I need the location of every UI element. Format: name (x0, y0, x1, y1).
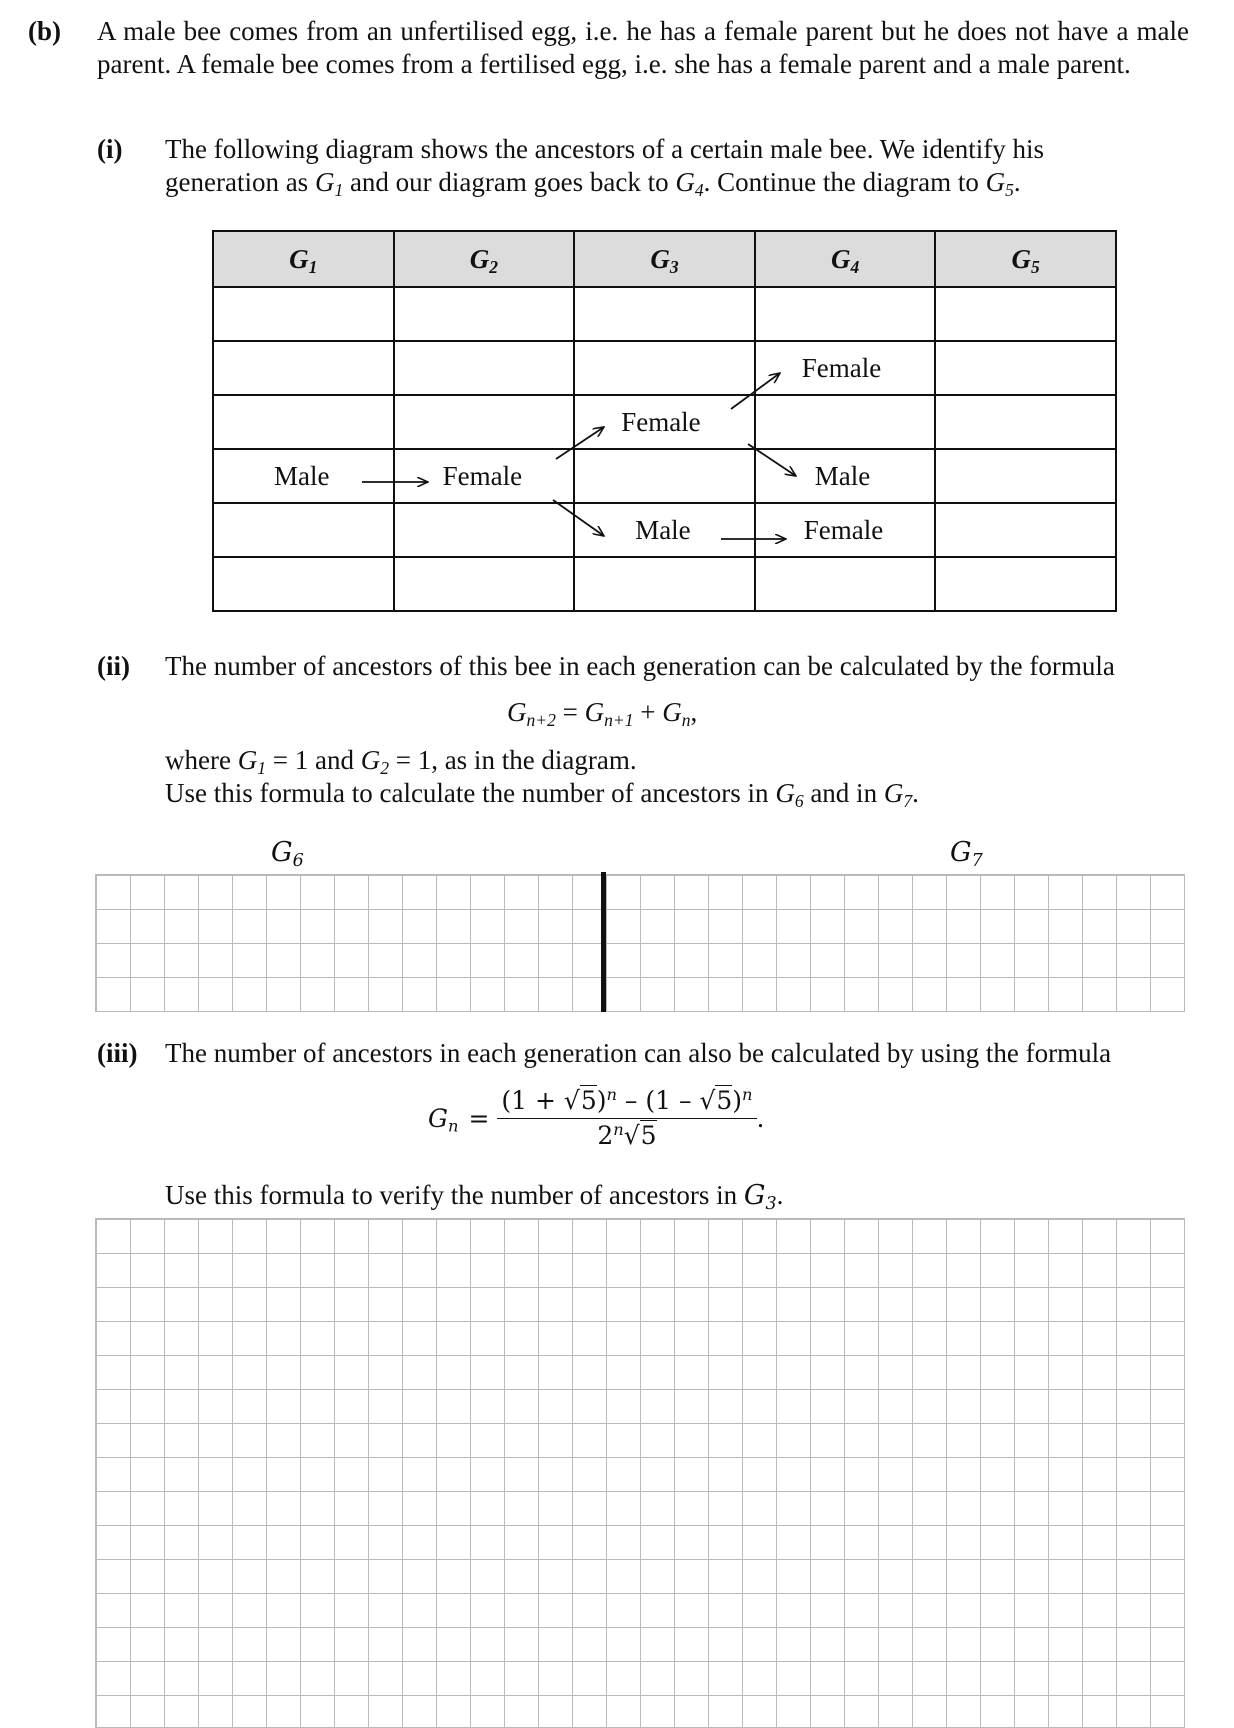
table-row (213, 395, 1116, 449)
header-g5: $G_5$ (935, 231, 1116, 287)
table-cell[interactable] (394, 395, 575, 449)
table-cell[interactable] (755, 287, 936, 341)
table-cell[interactable] (213, 287, 394, 341)
table-cell[interactable] (213, 557, 394, 611)
table-cell[interactable] (935, 287, 1116, 341)
ancestry-table (212, 230, 1117, 612)
binet-formula: $G_n$ = $\frac{(1 + √5)^n - (1 - √5)^n}{2^n√5}$ . (428, 1085, 765, 1150)
table-cell[interactable] (213, 341, 394, 395)
table-row (213, 287, 1116, 341)
part-i-line1: The following diagram shows the ancestors of a certain male bee. We identify his (165, 134, 1045, 164)
part-ii-label: (ii) (97, 651, 130, 681)
part-iii-line1: The number of ancestors in each generation can also be calculated by using the formula (165, 1038, 1112, 1068)
table-cell[interactable] (935, 341, 1116, 395)
table-row (213, 503, 1116, 557)
cell-g1-male: Male (213, 449, 394, 503)
cell-g4-female-top: Female (755, 341, 936, 395)
part-i-label: (i) (97, 134, 123, 164)
table-row (213, 341, 1116, 395)
cell-g2-female: Female (394, 449, 575, 503)
table-cell[interactable] (574, 557, 755, 611)
recurrence-formula: $G_{n+2} = G_{n+1} + G_n$, (507, 697, 698, 730)
table-row (213, 557, 1116, 611)
g5-symbol: $G_5$ (985, 167, 1014, 200)
header-g4: $G_4$ (755, 231, 936, 287)
g4-symbol: $G_4$ (675, 167, 704, 200)
answer-grid-iii[interactable] (95, 1218, 1185, 1728)
header-g2: $G_2$ (394, 231, 575, 287)
part-ii-where: where $G_1 = 1$ and $G_2 = 1$, as in the diagram. (165, 745, 637, 778)
table-cell[interactable] (755, 395, 936, 449)
cell-g4-female-bottom: Female (755, 503, 936, 557)
part-ii-use: Use this formula to calculate the number of ancestors in $G_6$ and in $G_7$. (165, 778, 919, 811)
cell-g3-male: Male (574, 503, 755, 557)
table-cell[interactable] (935, 557, 1116, 611)
cell-g4-male: Male (755, 449, 936, 503)
table-header-row (213, 231, 1116, 287)
part-b-intro: A male bee comes from an unfertilised egg, i.e. he has a female parent but he does not have a male parent. A female bee comes from a fertilised egg, i.e. she has a female parent and a male parent. (97, 16, 1189, 79)
header-g1: $G_1$ (213, 231, 394, 287)
part-b-label: (b) (28, 16, 61, 46)
table-cell[interactable] (394, 341, 575, 395)
table-cell[interactable] (755, 557, 936, 611)
table-row (213, 449, 1116, 503)
table-cell[interactable] (394, 287, 575, 341)
table-cell[interactable] (935, 449, 1116, 503)
header-g3: $G_3$ (574, 231, 755, 287)
table-cell[interactable] (394, 503, 575, 557)
part-i-line2: generation as $G_1$ and our diagram goes back to $G_4$. Continue the diagram to $G_5$. (165, 167, 1021, 200)
part-ii-line1: The number of ancestors of this bee in each generation can be calculated by the formula (165, 651, 1115, 681)
answer-grid-ii[interactable] (95, 874, 1185, 1012)
table-cell[interactable] (213, 503, 394, 557)
table-cell[interactable] (935, 503, 1116, 557)
table-cell[interactable] (213, 395, 394, 449)
table-cell[interactable] (574, 341, 755, 395)
part-iii-verify: Use this formula to verify the number of ancestors in $G_3$. (165, 1180, 784, 1214)
answer-divider (601, 872, 606, 1012)
table-cell[interactable] (935, 395, 1116, 449)
part-iii-label: (iii) (97, 1038, 138, 1068)
answer-label-g7: $G_7$ (950, 837, 983, 871)
table-cell[interactable] (574, 449, 755, 503)
cell-g3-female: Female (574, 395, 755, 449)
table-cell[interactable] (574, 287, 755, 341)
g1-symbol: $G_1$ (314, 167, 344, 200)
answer-label-g6: $G_6$ (271, 837, 304, 871)
table-cell[interactable] (394, 557, 575, 611)
